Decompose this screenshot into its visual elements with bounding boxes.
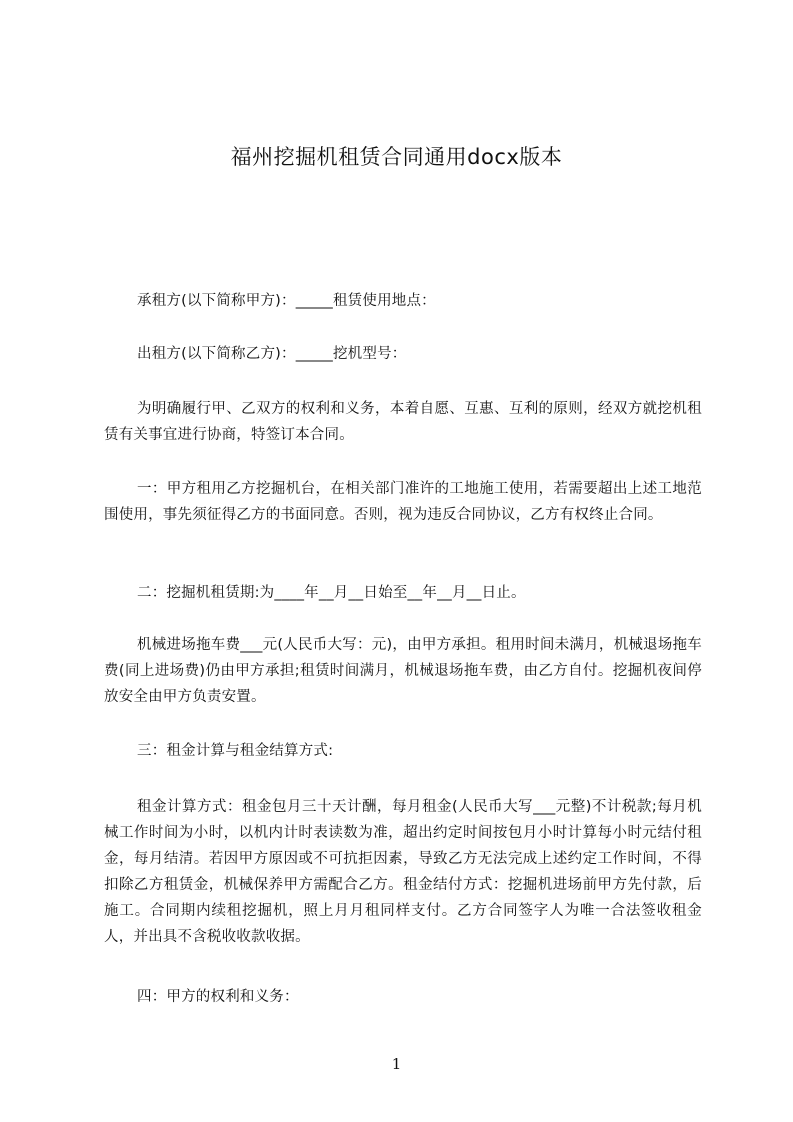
paragraph-preamble: 为明确履行甲、乙双方的权利和义务，本着自愿、互惠、互利的原则，经双方就挖机租赁有关事宜进行协商，特签订本合同。 [104, 401, 702, 443]
paragraph-transport-fee: 机械进场拖车费___元(人民币大写：元)，由甲方承担。租用时间未满月，机械退场拖车费(同上进场费)仍由甲方承担;租赁时间满月，机械退场拖车费，由乙方自付。挖掘机夜间停放安全由甲方负责安置。 [104, 637, 702, 705]
paragraph-clause-1: 一：甲方租用乙方挖掘机台，在相关部门准许的工地施工使用，若需要超出上述工地范围使用，事先须征得乙方的书面同意。否则，视为违反合同协议，乙方有权终止合同。 [104, 481, 702, 523]
paragraph-clause-4: 四：甲方的权利和义务： [137, 989, 299, 1005]
paragraph-clause-3: 三：租金计算与租金结算方式: [137, 743, 334, 759]
paragraph-rent-calculation: 租金计算方式：租金包月三十天计酬，每月租金(人民币大写___元整)不计税款;每月机械工作时间为小时，以机内计时表读数为准，超出约定时间按包月小时计算每小时元结付租金，每月结清。若因甲方原因或不可抗拒因素，导致乙方无法完成上述约定工作时间，不得扣除乙方租赁金，机械保养甲方需配合乙方。租金结付方式：挖掘机进场前甲方先付款，后施工。合同期内续租挖掘机，照上月月租同样支付。乙方合同签字人为唯一合法签收租金人，并出具不含税收收款收据。 [104, 799, 702, 945]
document-title: 福州挖掘机租赁合同通用docx版本 [230, 145, 563, 169]
page-number: 1 [391, 1055, 402, 1073]
paragraph-lessee: 承租方(以下简称甲方)：_____租赁使用地点： [137, 293, 436, 309]
paragraph-lessor: 出租方(以下简称乙方)：_____挖机型号： [137, 346, 407, 362]
paragraph-clause-2: 二：挖掘机租赁期:为____年__月__日始至__年__月__日止。 [137, 585, 526, 601]
